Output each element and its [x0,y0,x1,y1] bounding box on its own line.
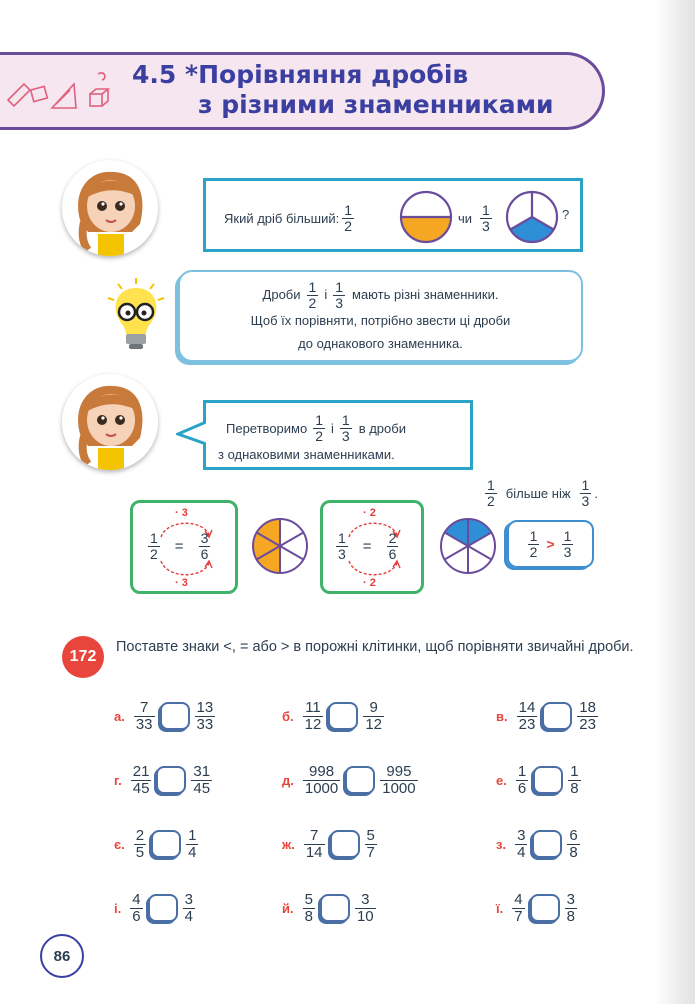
fraction: $\frac{1}{2}$ [150,530,158,562]
answer-slot[interactable] [160,702,190,730]
fraction: $\frac{5}{8}$ [304,890,313,925]
exercise-item [114,760,215,800]
answer-slot[interactable] [345,766,375,794]
fraction: $\frac{1}{6}$ [517,762,527,797]
lightbulb-glasses-icon [104,276,168,356]
geometry-doodles-icon [4,70,114,115]
result-text: більше ніж [505,486,571,501]
title-line-2: з різними знаменниками [198,90,554,119]
fraction: $\frac{14}{23}$ [518,698,536,733]
third-circle-icon [504,189,560,245]
fraction: $\frac{6}{8}$ [569,826,578,861]
page-edge-shadow [655,0,695,1004]
exercise-label: а. [114,708,125,724]
fraction: $\frac{1}{3}$ [563,527,572,560]
exercise-label: і. [114,900,122,916]
exercise-item [114,888,198,928]
multiplier-label: · 2 [363,577,376,589]
tip-text: Дроби [262,287,301,302]
fraction: $\frac{1}{2}$ [529,527,538,560]
exercise-label: б. [282,708,294,724]
exercise-label: в. [496,708,508,724]
fraction: $\frac{21}{45}$ [132,762,150,797]
exercise-label: й. [282,900,294,916]
tip-box [178,270,583,362]
exercise-item [114,696,218,736]
fraction: $\frac{998}{1000}$ [304,762,339,797]
answer-slot[interactable] [533,766,563,794]
question-bubble [203,178,583,252]
pie-two-sixths-icon [438,516,498,576]
answer-slot[interactable] [320,894,350,922]
equals-sign: = [174,538,184,555]
result-dot: . [594,486,598,501]
fraction: $\frac{5}{7}$ [366,826,375,861]
fraction: $\frac{1}{3}$ [581,477,590,509]
exercise-label: г. [114,772,122,788]
fraction: $\frac{3}{10}$ [356,890,374,925]
fraction: $\frac{2}{5}$ [135,826,145,861]
convert-and: і [331,421,334,436]
tip-text: мають різні знаменники. [352,287,499,302]
fraction: $\frac{4}{7}$ [514,890,523,925]
multiplier-label: · 2 [363,507,376,519]
girl-avatar [62,160,158,256]
task-instructions: Поставте знаки <, = або > в порожні клітинки, щоб порівняти звичайні дроби. [116,639,634,655]
tip-and: і [324,287,328,302]
fraction: $\frac{4}{6}$ [132,890,141,925]
result-statement [482,478,598,509]
pie-three-sixths-icon [250,516,310,576]
title-line-1: *Порівняння дробів [185,60,469,89]
page-title [132,60,572,120]
exercise-item [282,696,387,736]
title-number: 4.5 [132,60,177,89]
page-number: 86 [40,934,84,978]
fraction: $\frac{1}{3}$ [341,412,350,444]
multiplier-label: · 3 [175,577,188,589]
convert-text: в дроби [358,421,406,436]
answer-slot[interactable] [328,702,358,730]
fraction: $\frac{1}{3}$ [482,202,490,234]
exercise-item [282,888,379,928]
exercise-item [282,824,380,864]
answer-slot[interactable] [330,830,360,858]
bubble-tail [176,418,206,448]
fraction: $\frac{9}{12}$ [365,698,383,733]
exercise-item [282,760,421,800]
fraction: $\frac{18}{23}$ [579,698,596,733]
exercise-label: д. [282,772,294,788]
exercise-item [496,888,580,928]
fraction: $\frac{13}{33}$ [196,698,214,733]
fraction: $\frac{11}{12}$ [304,698,322,733]
fraction: $\frac{3}{8}$ [566,890,575,925]
fraction: $\frac{1}{2}$ [487,477,495,509]
girl-avatar [62,374,158,470]
comparison-box [507,520,594,568]
fraction: $\frac{7}{14}$ [305,826,323,861]
answer-slot[interactable] [156,766,186,794]
fraction: $\frac{995}{1000}$ [382,762,416,797]
tip-line-2: Щоб їх порівняти, потрібно звести ці дроби [250,313,511,328]
exercise-label: ї. [496,900,504,916]
tip-line-3: до однакового знаменника. [298,336,463,351]
half-circle-icon [398,189,454,245]
exercise-item [114,824,201,864]
answer-slot[interactable] [530,894,560,922]
exercise-item [496,760,584,800]
question-mark: ? [562,207,570,222]
equals-sign: = [362,538,372,555]
fraction: $\frac{1}{3}$ [335,278,343,311]
fraction: $\frac{1}{2}$ [308,278,317,311]
fraction: $\frac{2}{6}$ [388,530,397,562]
convert-text: Перетворимо [226,421,308,436]
fraction: $\frac{3}{4}$ [184,890,193,925]
fraction: $\frac{1}{2}$ [344,202,353,234]
convert-line-2: з однаковими знаменниками. [218,447,395,462]
exercise-label: е. [496,772,507,788]
fraction: $\frac{1}{4}$ [188,826,197,861]
convert-bubble [203,400,473,470]
greater-than-sign: > [546,536,555,552]
fraction: $\frac{1}{2}$ [315,412,324,444]
fraction: $\frac{1}{8}$ [570,762,579,797]
exercise-item [496,696,601,736]
exercise-label: ж. [282,836,295,852]
question-or: чи [458,211,473,226]
multiplier-label: · 3 [175,507,188,519]
exercise-label: є. [114,836,125,852]
answer-slot[interactable] [542,702,572,730]
answer-slot[interactable] [151,830,181,858]
fraction: $\frac{3}{4}$ [517,826,526,861]
fraction: $\frac{1}{3}$ [338,530,346,562]
question-text: Який дріб більший: [224,211,340,226]
equivalent-fraction-box-2 [320,500,424,594]
equivalent-fraction-box-1 [130,500,238,594]
fraction: $\frac{3}{6}$ [200,530,209,562]
task-number-badge: 172 [62,636,104,678]
fraction: $\frac{7}{33}$ [135,698,153,733]
exercise-item [496,824,583,864]
answer-slot[interactable] [532,830,562,858]
fraction: $\frac{31}{45}$ [193,762,211,797]
exercise-label: з. [496,836,507,852]
answer-slot[interactable] [148,894,178,922]
